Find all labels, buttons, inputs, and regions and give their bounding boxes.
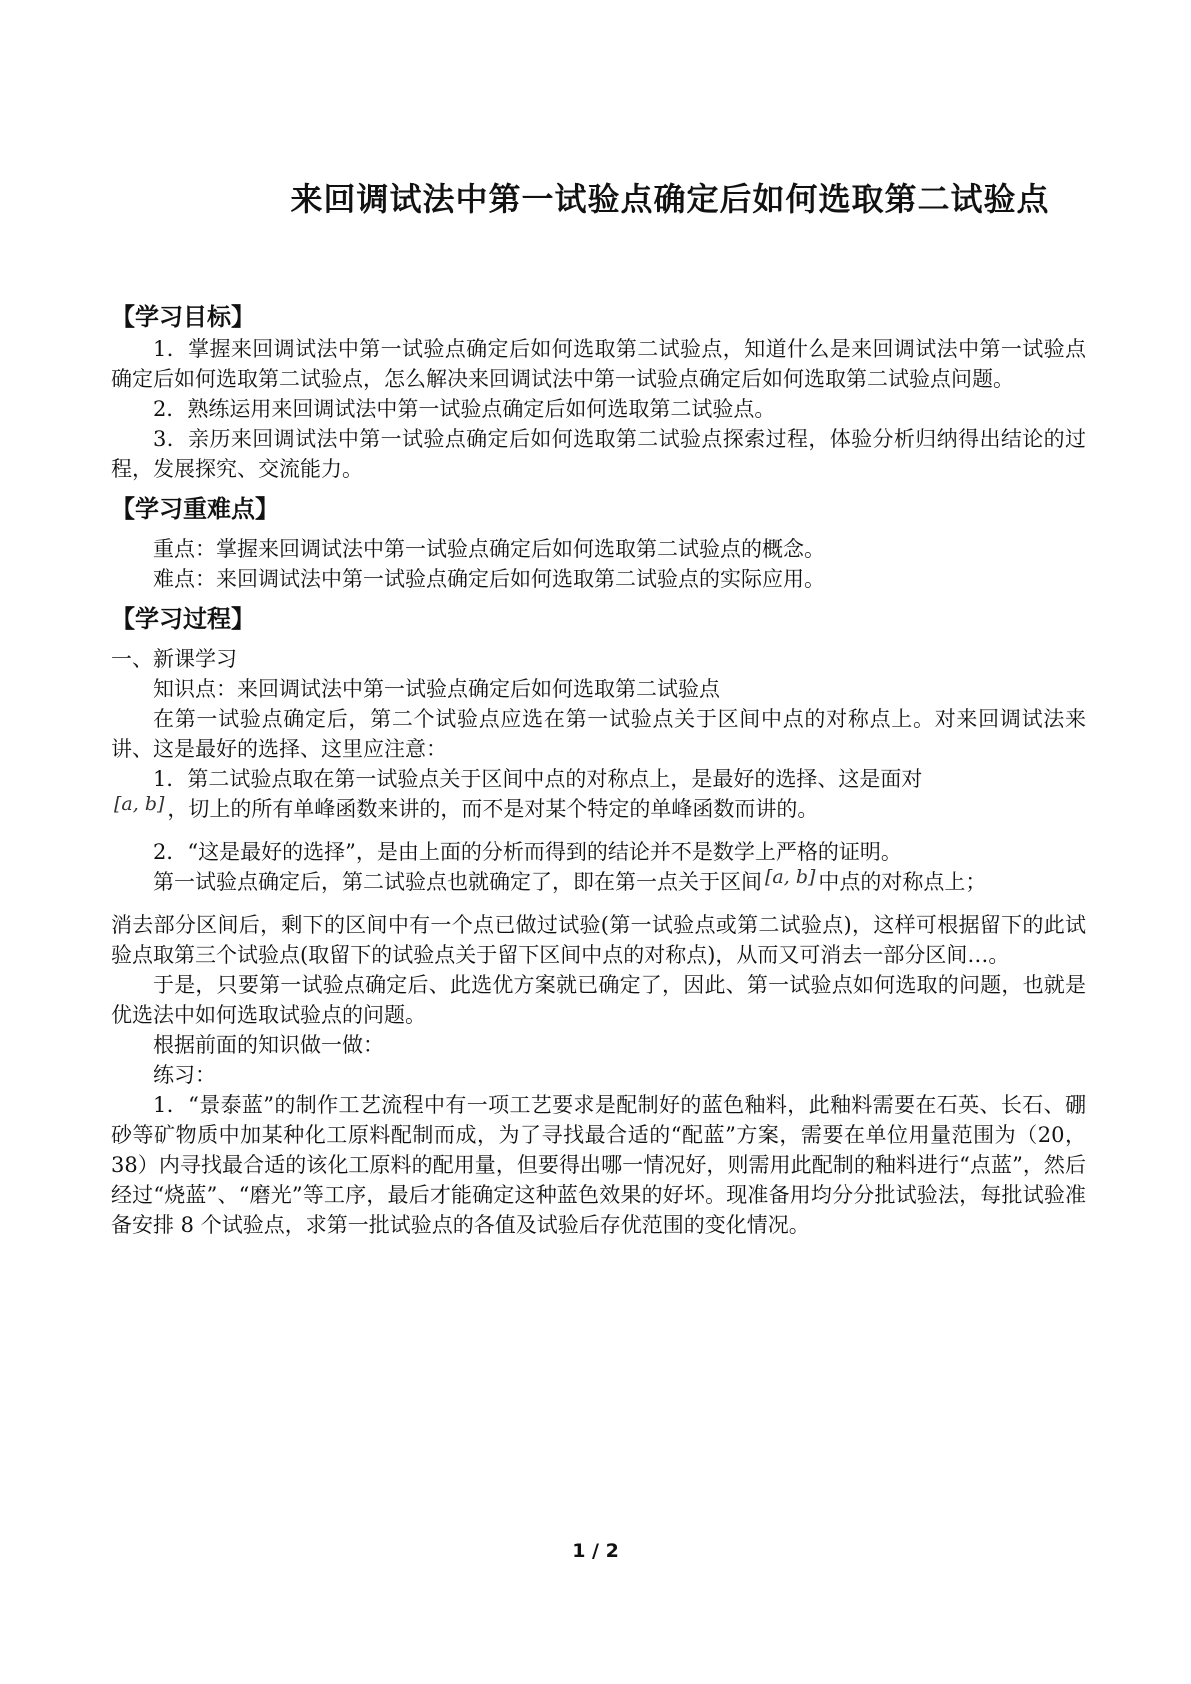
paragraph-2 — [111, 867, 1086, 898]
part-one-label: 一、新课学习 — [111, 647, 237, 671]
paragraph-5: 根据前面的知识做一做： — [153, 1033, 384, 1057]
paragraph-2-text-a: 第一试验点确定后，第二试验点也就确定了，即在第一点关于区间 — [153, 870, 762, 894]
note-1 — [111, 764, 1086, 825]
section-heading-process: 【学习过程】 — [111, 605, 255, 633]
interval-formula-2: [a, b] — [765, 866, 816, 888]
document-body — [111, 300, 1086, 1240]
page-title: 来回调试法中第一试验点确定后如何选取第二试验点 — [290, 180, 1050, 218]
practice-label: 练习： — [153, 1063, 216, 1087]
goal-1: 1．掌握来回调试法中第一试验点确定后如何选取第二试验点，知道什么是来回调试法中第一试验点确定后如何选取第二试验点，怎么解决来回调试法中第一试验点确定后如何选取第二试验点问题。 — [111, 337, 1086, 391]
paragraph-2-text-b: 中点的对称点上； — [818, 870, 987, 894]
key-point: 重点：掌握来回调试法中第一试验点确定后如何选取第二试验点的概念。 — [153, 537, 825, 561]
section-heading-key-points: 【学习重难点】 — [111, 495, 279, 523]
knowledge-point: 知识点：来回调试法中第一试验点确定后如何选取第二试验点 — [153, 677, 720, 701]
note-2: 2．“这是最好的选择”，是由上面的分析而得到的结论并不是数学上严格的证明。 — [153, 840, 902, 864]
goal-2: 2．熟练运用来回调试法中第一试验点确定后如何选取第二试验点。 — [153, 397, 776, 421]
section-heading-goals: 【学习目标】 — [111, 303, 255, 331]
paragraph-1: 在第一试验点确定后，第二个试验点应选在第一试验点关于区间中点的对称点上。对来回调试法来讲、这是最好的选择、这里应注意： — [111, 707, 1086, 761]
difficult-point: 难点：来回调试法中第一试验点确定后如何选取第二试验点的实际应用。 — [153, 567, 825, 591]
exercise-1: 1．“景泰蓝”的制作工艺流程中有一项工艺要求是配制好的蓝色釉料，此釉料需要在石英、长石、硼砂等矿物质中加某种化工原料配制而成，为了寻找最合适的“配蓝”方案，需要在单位用量范围为（20，38）内寻找最合适的该化工原料的配用量，但要得出哪一情况好，则需用此配制的釉料进行“点蓝”，然后经过“烧蓝”、“磨光”等工序，最后才能确定这种蓝色效果的好坏。现准备用均分分批试验法，每批试验准备安排 8 个试验点，求第一批试验点的各值及试验后存优范围的变化情况。 — [111, 1093, 1086, 1237]
paragraph-3: 消去部分区间后，剩下的区间中有一个点已做过试验(第一试验点或第二试验点)，这样可根据留下的此试验点取第三个试验点(取留下的试验点关于留下区间中点的对称点)，从而又可消去一部分区间…。 — [111, 913, 1086, 967]
note-1-text-a: 1．第二试验点取在第一试验点关于区间中点的对称点上，是最好的选择、这是面对 — [153, 767, 923, 791]
goal-3: 3．亲历来回调试法中第一试验点确定后如何选取第二试验点探索过程，体验分析归纳得出结论的过程，发展探究、交流能力。 — [111, 427, 1086, 481]
note-1-text-b: ，切上的所有单峰函数来讲的，而不是对某个特定的单峰函数而讲的。 — [167, 797, 819, 821]
interval-formula: [a, b] — [114, 793, 165, 815]
page-number: 1 / 2 — [572, 1540, 619, 1562]
paragraph-4: 于是，只要第一试验点确定后、此选优方案就已确定了，因此、第一试验点如何选取的问题，也就是优选法中如何选取试验点的问题。 — [111, 973, 1086, 1027]
